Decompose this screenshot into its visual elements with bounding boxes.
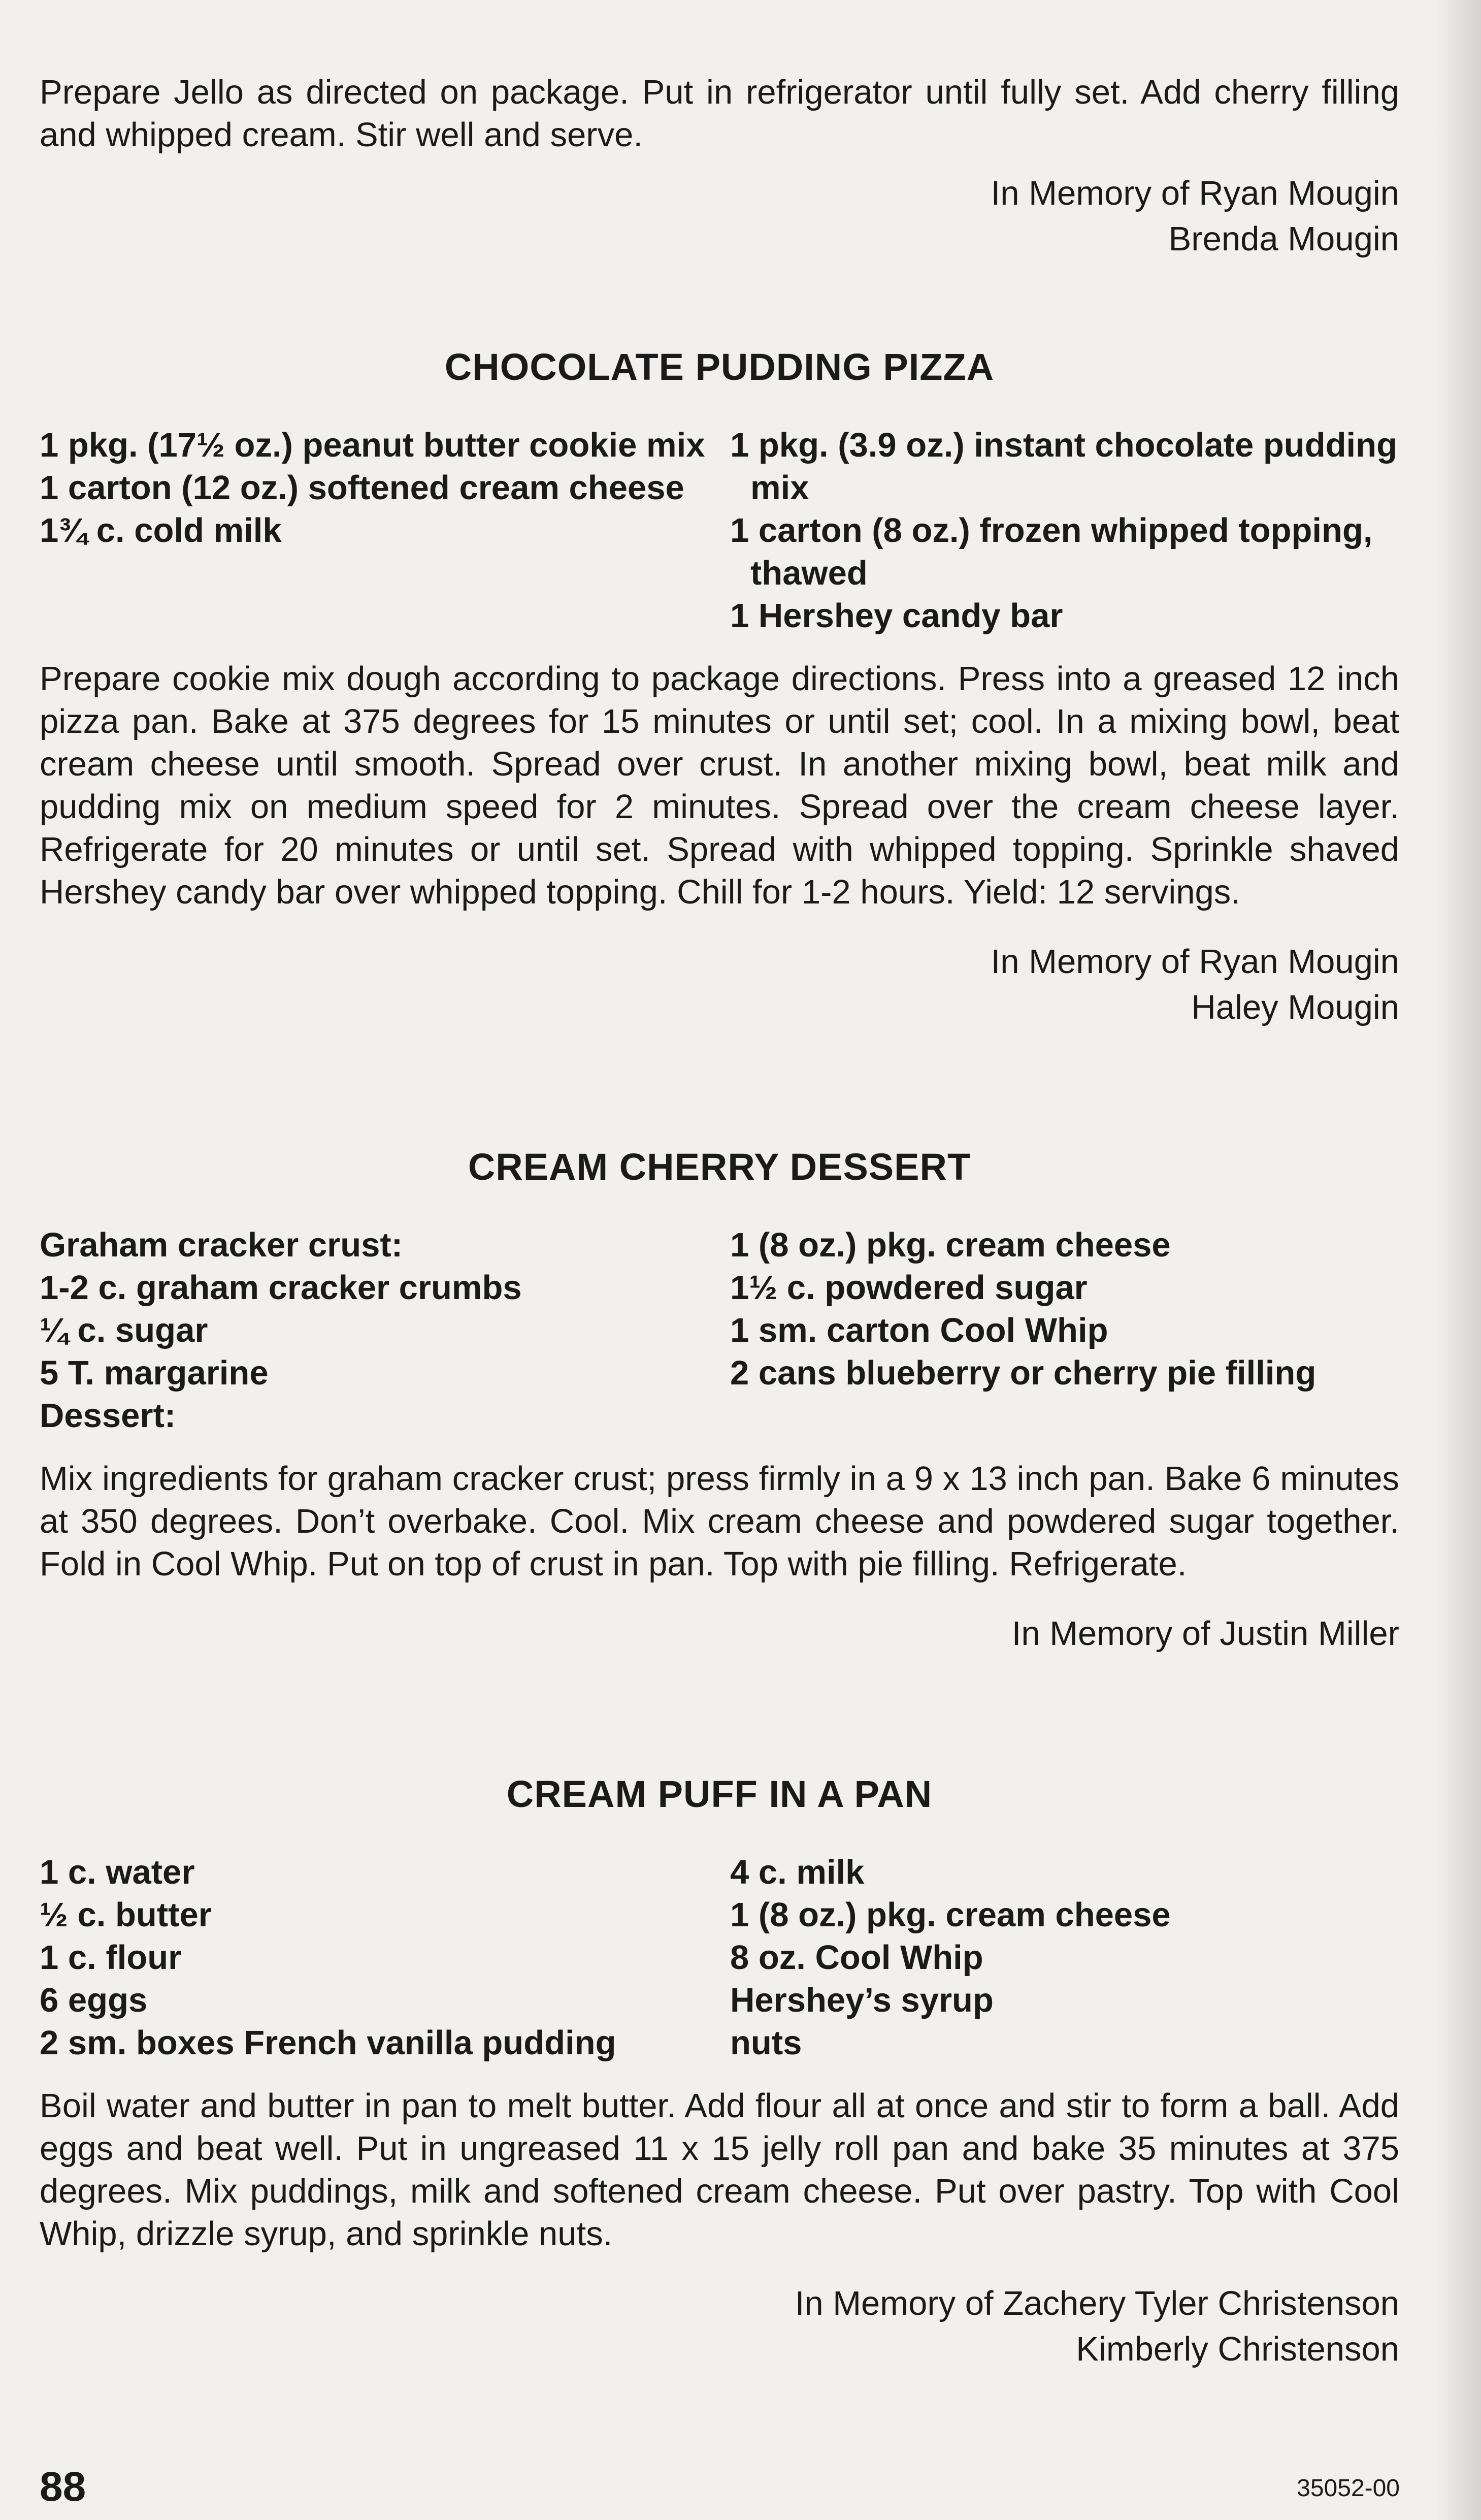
ingredient: 1-2 c. graham cracker crumbs <box>40 1269 522 1307</box>
credit-line: Kimberly Christenson <box>1076 2330 1399 2368</box>
ingredient: ¼ c. sugar <box>40 1311 208 1349</box>
ingredients <box>40 424 1399 637</box>
ingredients-right <box>730 1851 1399 2064</box>
ingredient: 1 carton (12 oz.) softened cream cheese <box>40 469 684 507</box>
ingredient: 1½ c. powdered sugar <box>730 1269 1088 1307</box>
ingredient: 2 cans blueberry or cherry pie filling <box>730 1354 1317 1392</box>
ingredient: 1 c. flour <box>40 1939 182 1977</box>
ingredient: Dessert: <box>40 1397 176 1435</box>
ingredient: 8 oz. Cool Whip <box>730 1939 983 1977</box>
ingredient: 1 carton (8 oz.) frozen whipped topping, thawed <box>730 511 1373 592</box>
book-code: 35052-00 <box>1297 2475 1400 2502</box>
intro-text: Prepare Jello as directed on package. Put in refrigerator until fully set. Add cherry filling and whipped cream. Stir well and serve. <box>40 73 1399 154</box>
ingredient: 1 (8 oz.) pkg. cream cheese <box>730 1226 1171 1264</box>
ingredients-left <box>40 1224 730 1437</box>
credit-line: Haley Mougin <box>1191 988 1399 1026</box>
ingredient: Hershey’s syrup <box>730 1981 994 2019</box>
ingredients-right <box>730 1224 1399 1437</box>
ingredient: 1 Hershey candy bar <box>730 597 1063 635</box>
ingredient: 1¾ c. cold milk <box>40 511 282 550</box>
recipe-directions: Boil water and butter in pan to melt butter. Add flour all at once and stir to form a ball. Add eggs and beat well. Put in ungreased 11 x 15 jelly roll pan and bake 35 minutes at 375 degrees. Mix puddings, milk and softened cream cheese. Put over pastry. Top with Cool Whip, drizzle syrup, and sprinkle nuts. <box>40 2087 1399 2253</box>
recipe-directions: Mix ingredients for graham cracker crust; press firmly in a 9 x 13 inch pan. Bake 6 minutes at 350 degrees. Don’t overbake. Cool. Mix cream cheese and powdered sugar together. Fold in Cool Whip. Put on top of crust in pan. Top with pie filling. Refrigerate. <box>40 1460 1399 1583</box>
ingredient: 1 pkg. (3.9 oz.) instant chocolate pudding mix <box>730 426 1398 507</box>
ingredient: 1 (8 oz.) pkg. cream cheese <box>730 1896 1171 1934</box>
recipe-title: CHOCOLATE PUDDING PIZZA <box>444 346 995 388</box>
recipe-directions: Prepare cookie mix dough according to package directions. Press into a greased 12 inch pizza pan. Bake at 375 degrees for 15 minutes or until set; cool. In a mixing bowl, beat cream cheese until smooth. Spread over crust. In another mixing bowl, beat milk and pudding mix on medium speed for 2 minutes. Spread over the cream cheese layer. Refrigerate for 20 minutes or until set. Spread with whipped topping. Sprinkle shaved Hershey candy bar over whipped topping. Chill for 1-2 hours. Yield: 12 servings. <box>40 660 1399 911</box>
recipe-cream-puff-in-a-pan <box>40 1772 1399 2372</box>
credit-line: In Memory of Justin Miller <box>1011 1614 1399 1653</box>
ingredient: Graham cracker crust: <box>40 1226 403 1264</box>
intro-section <box>40 71 1399 262</box>
ingredient: ½ c. butter <box>40 1896 212 1934</box>
ingredients <box>40 1851 1399 2064</box>
ingredient: 2 sm. boxes French vanilla pudding <box>40 2024 616 2062</box>
ingredients-left <box>40 1851 730 2064</box>
ingredient: 6 eggs <box>40 1981 148 2019</box>
recipe-title: CREAM CHERRY DESSERT <box>468 1146 971 1188</box>
page-number: 88 <box>40 2464 86 2510</box>
credit-line: In Memory of Ryan Mougin <box>991 174 1399 212</box>
recipe-title: CREAM PUFF IN A PAN <box>506 1773 933 1815</box>
ingredient: 1 c. water <box>40 1853 195 1891</box>
credit-line: In Memory of Zachery Tyler Christenson <box>795 2284 1399 2322</box>
credit-line: In Memory of Ryan Mougin <box>991 943 1399 981</box>
ingredient: 1 sm. carton Cool Whip <box>730 1311 1108 1349</box>
page-edge-shadow <box>1435 0 1481 2520</box>
recipe-cream-cherry-dessert <box>40 1145 1399 1657</box>
ingredient: 1 pkg. (17½ oz.) peanut butter cookie mix <box>40 426 705 464</box>
ingredient: 5 T. margarine <box>40 1354 269 1392</box>
ingredient: nuts <box>730 2024 802 2062</box>
ingredient: 4 c. milk <box>730 1853 865 1891</box>
ingredients-left <box>40 424 730 637</box>
recipe-chocolate-pudding-pizza <box>40 345 1399 1030</box>
ingredients <box>40 1224 1399 1437</box>
credit-line: Brenda Mougin <box>1168 220 1399 258</box>
ingredients-right <box>730 424 1399 637</box>
